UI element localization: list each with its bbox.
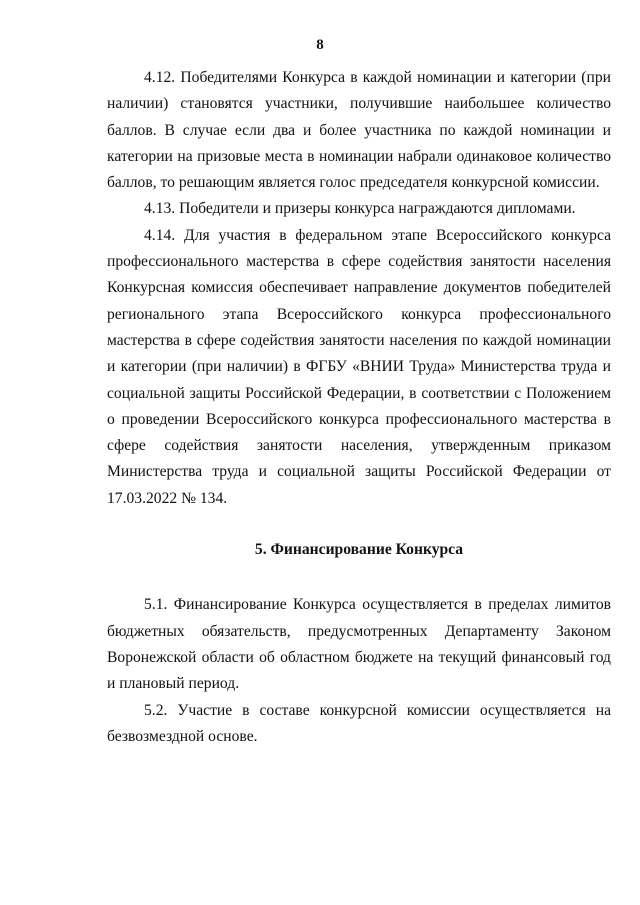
paragraph-5-2: 5.2. Участие в составе конкурсной комиссии осуществляется на безвозмездной основе. <box>107 701 611 745</box>
document-body <box>107 65 611 750</box>
paragraph-5-1: 5.1. Финансирование Конкурса осуществляется в пределах лимитов бюджетных обязательств, предусмотренных Департаменту Законом Воронежской области об областном бюджете на текущий финансовый год и плановый период. <box>107 596 611 693</box>
paragraph-4-13: 4.13. Победители и призеры конкурса награждаются дипломами. <box>144 200 576 218</box>
page-number: 8 <box>316 37 324 53</box>
paragraph-4-14: 4.14. Для участия в федеральном этапе Всероссийского конкурса профессионального мастерства в сфере содействия занятости населения Конкурсная комиссия обеспечивает направление документов победителей регионального этапа Всероссийского конкурса профессионального мастерства в сфере содействия занятости населения по каждой номинации и категории (при наличии) в ФГБУ «ВНИИ Труда» Министерства труда и социальной защиты Российской Федерации, в соответствии с Положением о проведении Всероссийского конкурса профессионального мастерства в сфере содействия занятости населения, утвержденным приказом Министерства труда и социальной защиты Российской Федерации от 17.03.2022 № 134. <box>107 226 611 507</box>
section-heading-financing: 5. Финансирование Конкурса <box>254 541 464 559</box>
paragraph-4-12: 4.12. Победителями Конкурса в каждой номинации и категории (при наличии) становятся участники, получившие наибольшее количество баллов. В случае если два и более участника по каждой номинации и категории на призовые места в номинации набрали одинаковое количество баллов, то решающим является голос председателя конкурсной комиссии. <box>107 69 611 192</box>
